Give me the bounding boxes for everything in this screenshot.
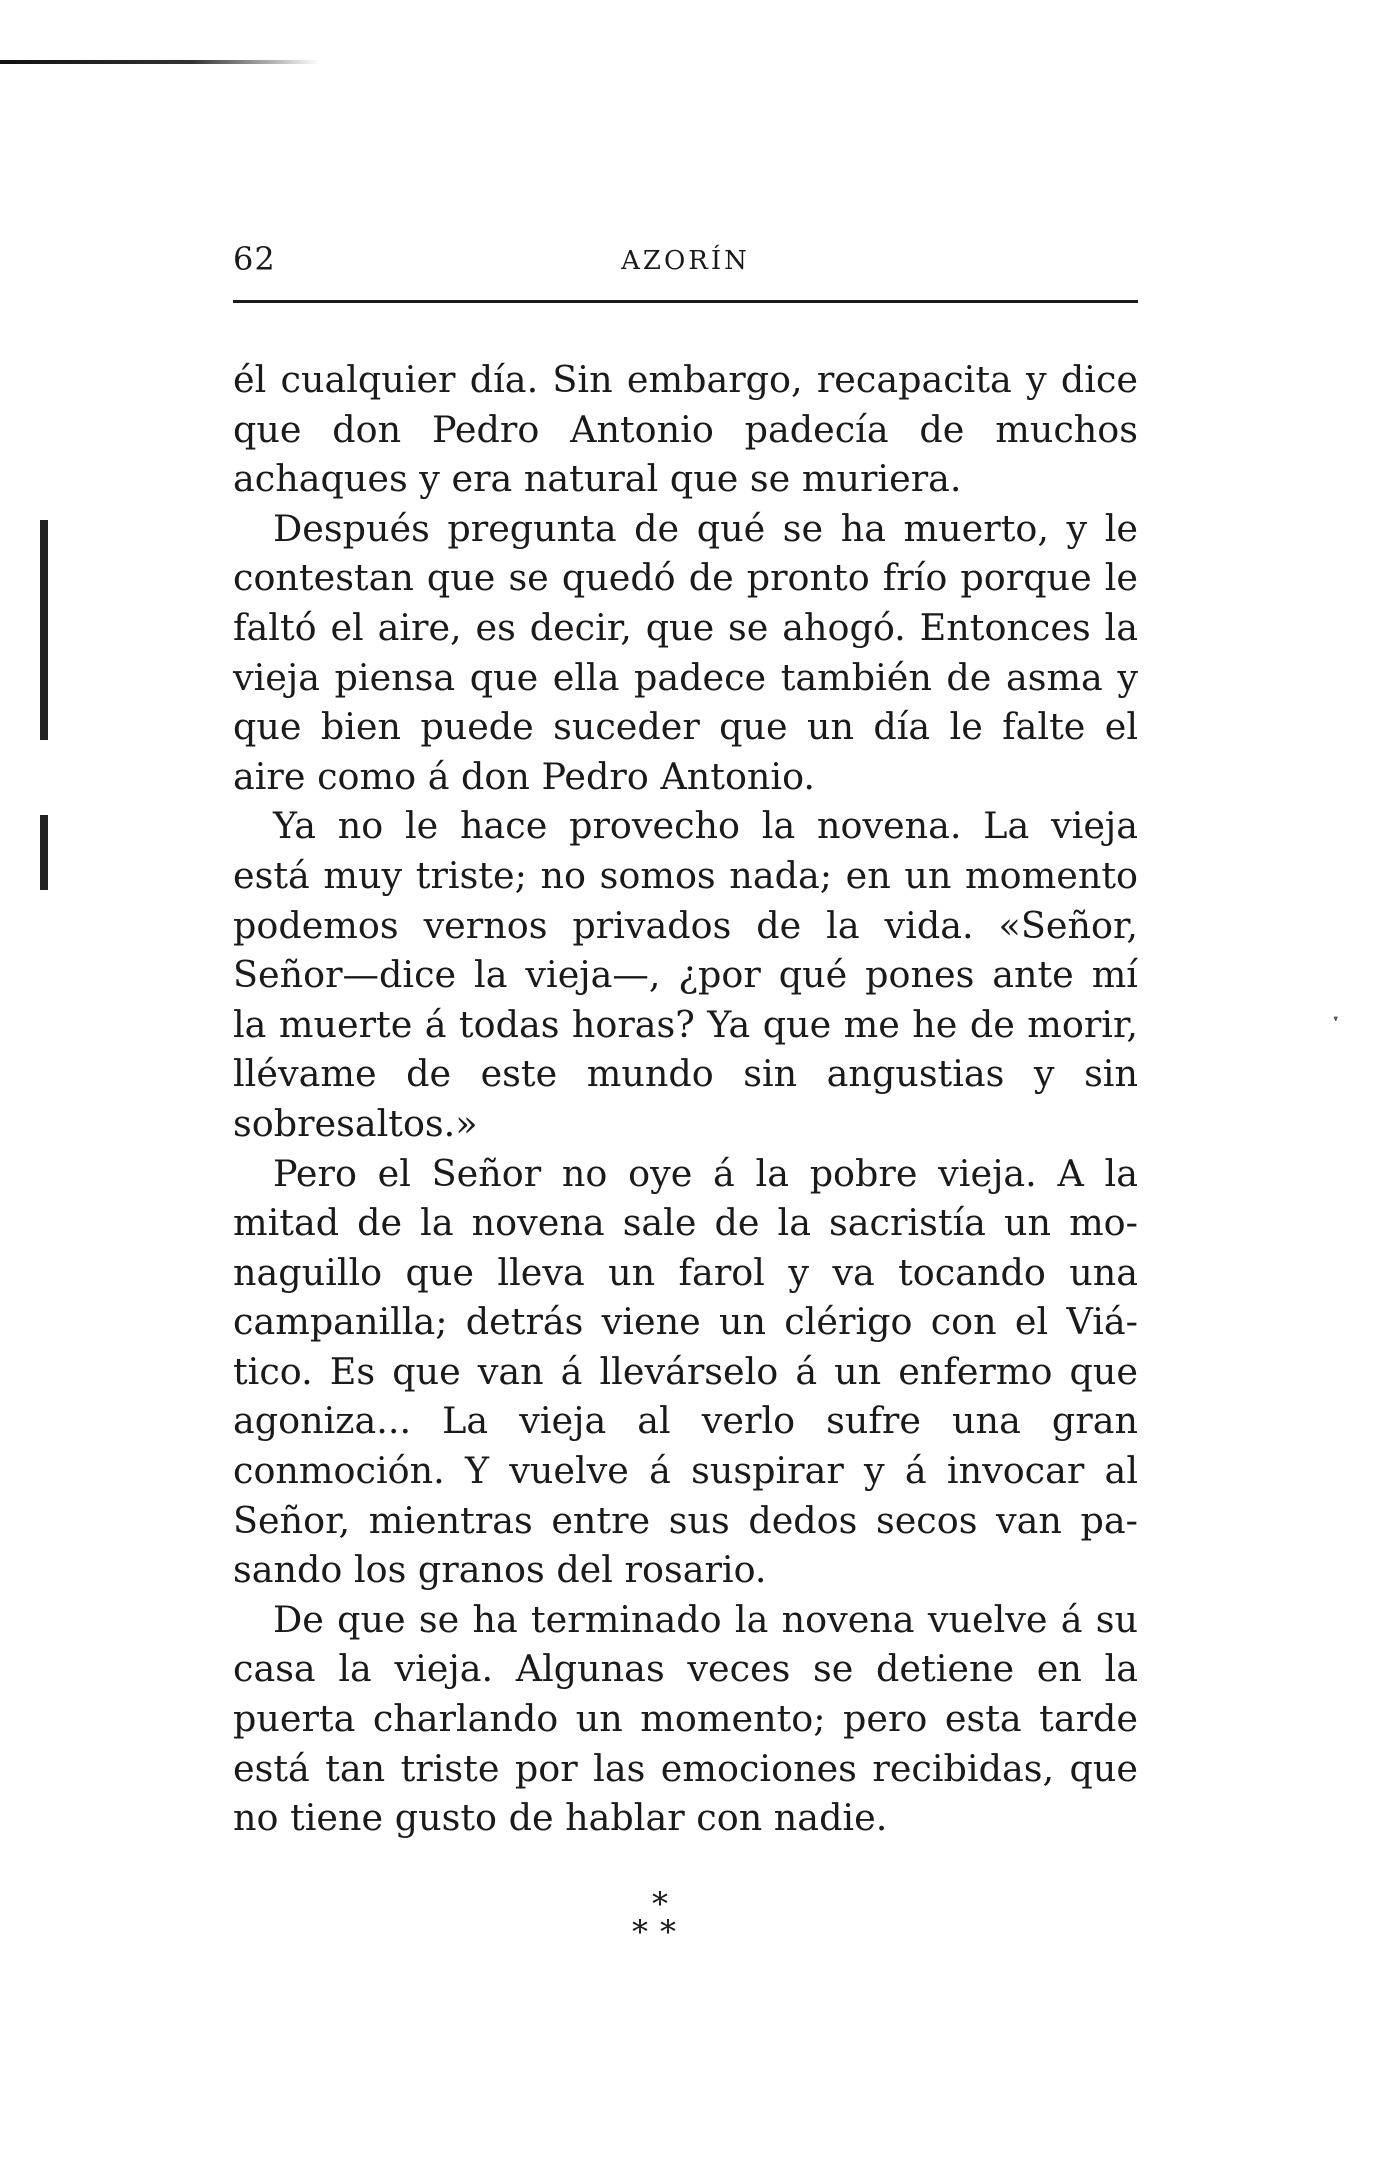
scan-edge-mark bbox=[0, 60, 320, 64]
paragraph: Después pregunta de qué se ha muerto, y le contestan que se quedó de pronto frío porque le faltó el aire, es decir, que se ahogó. Entonces la vieja piensa que ella padece también de asma y que bien puede suceder que un día le falte el aire como á don Pedro Antonio. bbox=[233, 506, 1138, 798]
paragraph: él cualquier día. Sin embargo, recapacita y dice que don Pedro Antonio padecía de muchos achaques y era natural que se muriera. bbox=[233, 358, 1138, 501]
paragraph: Pero el Señor no oye á la pobre vieja. A la mitad de la novena sale de la sacristía un monaguillo que lleva un farol y va tocando una campanilla; detrás viene un clérigo con el Viático. Es que van á llevárselo á un enfermo que agoniza... La vieja al verlo sufre una gran conmoción. Y vuelve á suspirar y á invocar al Señor, mientras entre sus dedos secos van pasando los granos del rosario. bbox=[233, 1151, 1138, 1592]
scan-margin-mark bbox=[40, 815, 48, 890]
body-text bbox=[233, 355, 1138, 1843]
paragraph: Ya no le hace provecho la novena. La vieja está muy triste; no somos nada; en un momento podemos vernos privados de la vida. «Señor, Señor—dice la vieja—, ¿por qué pones ante mí la muerte á todas horas? Ya que me he de morir, llévame de este mundo sin angustias y sin sobresaltos.» bbox=[233, 804, 1138, 1145]
running-title: AZORÍN bbox=[621, 246, 750, 276]
scan-margin-mark bbox=[40, 520, 48, 740]
paragraph: De que se ha terminado la novena vuelve á su casa la vieja. Algunas veces se detiene en la puerta charlando un momento; pero esta tarde está tan triste por las emociones recibidas, que no tiene gusto de hablar con nadie. bbox=[233, 1597, 1138, 1840]
running-head bbox=[233, 240, 1138, 290]
page-number: 62 bbox=[233, 240, 276, 278]
header-rule bbox=[233, 300, 1138, 303]
section-asterism bbox=[600, 1885, 720, 1951]
scan-speck: ˑ bbox=[1330, 1000, 1342, 1040]
asterism-top: * bbox=[652, 1885, 668, 1923]
asterism-bottom: ** bbox=[632, 1913, 688, 1951]
